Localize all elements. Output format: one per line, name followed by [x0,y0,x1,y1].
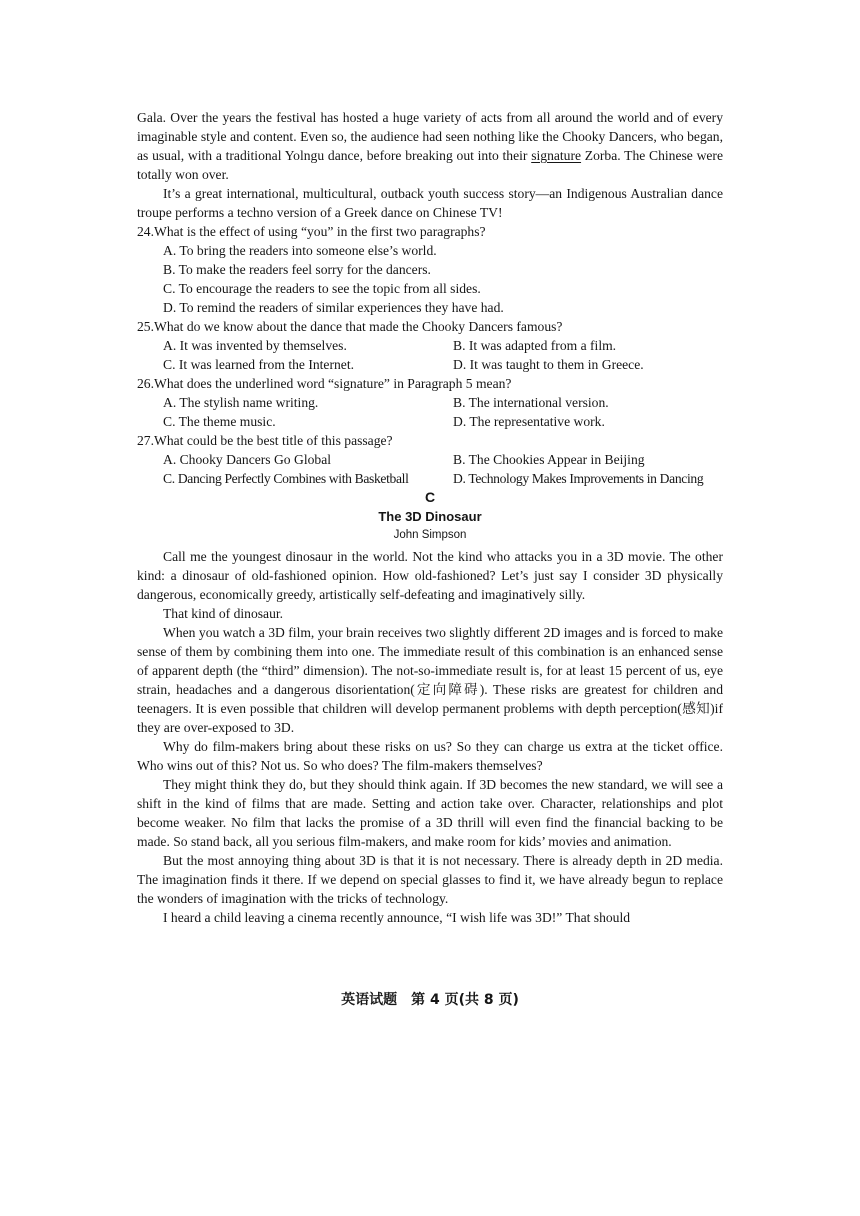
passage-c-paragraph: That kind of dinosaur. [163,606,284,621]
option: C. The theme music. [163,414,276,429]
passage-c-paragraph: But the most annoying thing about 3D is that it is not necessary. There is already depth in 2D media. The imagination finds it there. If we depend on special glasses to find it, we have already begun to replace the wonders of imagination with the tricks of technology. [137,853,723,906]
option: B. The Chookies Appear in Beijing [453,452,645,467]
question-stem: 24.What is the effect of using “you” in the first two paragraphs? [137,224,486,239]
option: B. To make the readers feel sorry for the dancers. [163,262,431,277]
question-stem: 25.What do we know about the dance that made the Chooky Dancers famous? [137,319,563,334]
option: A. Chooky Dancers Go Global [163,452,332,467]
passage-b-paragraph: It’s a great international, multicultural, outback youth success story—an Indigenous Australian dance troupe performs a techno version of a Greek dance on Chinese TV! [137,186,723,220]
option: A. It was invented by themselves. [163,338,347,353]
option: D. The representative work. [453,414,605,429]
option: C. To encourage the readers to see the topic from all sides. [163,281,481,296]
passage-author: John Simpson [393,529,467,541]
passage-title: The 3D Dinosaur [378,509,482,524]
paragraph-text: Gala. Over the years the festival has hosted a huge variety of acts from all around the world and of every imaginable style and content. Even so, the audience had seen nothing like the Chooky Dancers, who began, as usual, with a traditional Yolngu dance, before breaking out into their [137,110,723,163]
underlined-word: signature [531,148,582,163]
option: A. To bring the readers into someone else’s world. [163,243,437,258]
paragraph-text: Zorba. The Chinese were totally won over. [137,148,723,182]
option: B. It was adapted from a film. [453,338,617,353]
passage-c-paragraph: Call me the youngest dinosaur in the world. Not the kind who attacks you in a 3D movie. The other kind: a dinosaur of old-fashioned opinion. How old-fashioned? Let’s just say I consider 3D physically dangerous, economically greedy, artistically self-defeating and imaginatively silly. [137,549,723,602]
exam-page [137,108,723,927]
option: D. It was taught to them in Greece. [453,357,644,372]
question-stem: 27.What could be the best title of this passage? [137,433,393,448]
option: D. To remind the readers of similar experiences they have had. [163,300,504,315]
question-27 [137,431,723,488]
passage-b-paragraph [137,108,723,184]
page-footer: 英语试题 第 4 页(共 8 页) [341,992,519,1008]
question-stem: 26.What does the underlined word “signature” in Paragraph 5 mean? [137,376,512,391]
passage-c-paragraph: Why do film-makers bring about these risks on us? So they can charge us extra at the ticket office. Who wins out of this? Not us. So who does? The film-makers themselves? [137,739,723,773]
passage-c-paragraph: They might think they do, but they should think again. If 3D becomes the new standard, we will see a shift in the kind of films that are made. Setting and action take over. Character, relationships and plot become weaker. No film that lacks the promise of a 3D thrill will even find the financial backing to be made. So stand back, all you serious film-makers, and make room for kids’ movies and animation. [137,777,723,849]
section-letter: C [424,489,436,505]
option: B. The international version. [453,395,609,410]
option: A. The stylish name writing. [163,395,319,410]
question-24 [137,222,723,317]
passage-c-paragraph: When you watch a 3D film, your brain receives two slightly different 2D images and is forced to make sense of them by combining them into one. The immediate result of this combination is an enhanced sense of apparent depth (the “third” dimension). The not-so-immediate result is, for at least 15 percent of us, eye strain, headaches and a dangerous disorientation(定向障碍). These risks are greatest for children and teenagers. It is even possible that children will develop permanent problems with depth perception(感知)if they are over-exposed to 3D. [137,625,723,735]
question-26 [137,374,723,431]
option: D. Technology Makes Improvements in Dancing [453,471,704,486]
passage-c-paragraph: I heard a child leaving a cinema recently announce, “I wish life was 3D!” That should [163,910,631,925]
option: C. It was learned from the Internet. [163,357,354,372]
question-25 [137,317,723,374]
option: C. Dancing Perfectly Combines with Basketball [163,471,409,486]
